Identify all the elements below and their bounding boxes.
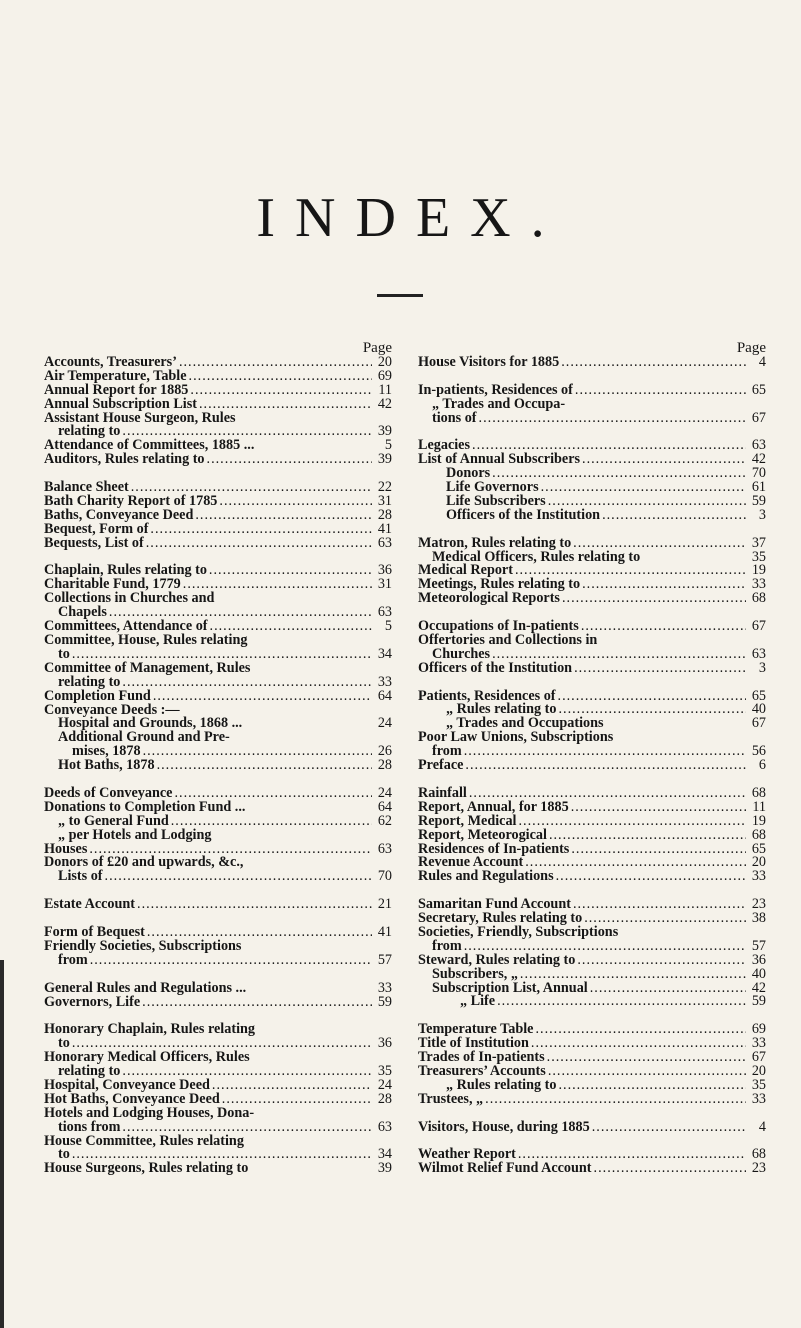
index-entry-line: Committee of Management, Rules — [44, 659, 251, 676]
entry-page-number: 21 — [377, 896, 392, 913]
dot-leader — [465, 759, 746, 773]
entry-page-number: 24 — [377, 1076, 392, 1093]
dot-leader — [212, 1079, 372, 1093]
dot-leader — [485, 1093, 746, 1107]
entry-page-number: 20 — [377, 353, 392, 370]
entry-term: Lists of — [58, 868, 103, 885]
index-entry — [44, 534, 392, 551]
entry-page-number: 59 — [751, 993, 766, 1010]
entry-page-number: 57 — [751, 937, 766, 954]
index-entry — [44, 898, 392, 912]
dot-leader — [571, 801, 746, 815]
index-entry — [418, 995, 766, 1009]
index-entry — [44, 1162, 392, 1176]
entry-term: „ to General Fund — [58, 812, 169, 829]
dot-leader — [562, 592, 746, 606]
entry-page-number: 39 — [377, 1160, 392, 1177]
entry-page-number: 64 — [377, 687, 392, 704]
entry-term: Committees, Attendance of — [44, 618, 208, 635]
entry-page-number: 23 — [751, 1160, 766, 1177]
entry-term: relating to — [58, 423, 121, 440]
entry-term: „ Trades and Occupations — [446, 715, 604, 732]
entry-page-number: 3 — [758, 506, 766, 523]
entry-page-number: 63 — [751, 437, 766, 454]
entry-page-number: 36 — [377, 1035, 392, 1052]
index-entry-line: Friendly Societies, Subscriptions — [44, 937, 242, 954]
entry-term: House Surgeons, Rules relating to — [44, 1160, 249, 1177]
entry-page-number: 42 — [751, 979, 766, 996]
index-entry — [44, 453, 392, 467]
entry-page-number: 62 — [377, 812, 392, 829]
dot-leader — [571, 843, 746, 857]
index-entry — [44, 870, 392, 884]
entry-page-number: 28 — [377, 1090, 392, 1107]
dot-leader — [531, 1037, 746, 1051]
entry-term: Estate Account — [44, 896, 136, 913]
entry-page-number: 39 — [377, 423, 392, 440]
entry-page-number: 59 — [751, 492, 766, 509]
entry-term: Meetings, Rules relating to — [418, 576, 581, 593]
entry-page-number: 5 — [384, 618, 392, 635]
entry-page-number: 4 — [758, 1118, 766, 1135]
entry-term: Steward, Rules relating to — [418, 951, 576, 968]
entry-page-number: 63 — [377, 604, 392, 621]
dot-leader — [602, 509, 746, 523]
index-entry-line: Conveyance Deeds :— — [44, 701, 180, 718]
dot-leader — [582, 578, 746, 592]
entry-term: tions of — [432, 409, 477, 426]
entry-term: Donors — [446, 465, 491, 482]
entry-term: Life Governors — [446, 479, 539, 496]
index-entry — [418, 1162, 766, 1176]
entry-term: to — [58, 645, 70, 662]
entry-page-number: 31 — [377, 492, 392, 509]
dot-leader — [519, 815, 747, 829]
entry-term: Samaritan Fund Account — [418, 896, 571, 913]
index-entry — [418, 592, 766, 606]
entry-page-number: 68 — [751, 1146, 766, 1163]
entry-term: from — [432, 937, 462, 954]
entry-page-number: 69 — [377, 367, 392, 384]
index-entry-line: Poor Law Unions, Subscriptions — [418, 729, 614, 746]
page-column-header: Page — [736, 340, 766, 356]
entry-term: from — [58, 951, 88, 968]
entry-page-number: 38 — [751, 910, 766, 927]
entry-term: Meteorological Reports — [418, 590, 560, 607]
index-entry — [418, 409, 766, 426]
entry-term: Accounts, Treasurers’ — [44, 353, 177, 370]
entry-page-number: 11 — [752, 798, 766, 815]
entry-page-number: 33 — [751, 576, 766, 593]
entry-term: Auditors, Rules relating to — [44, 451, 205, 468]
entry-page-number: 41 — [377, 520, 392, 537]
index-entry-line: House Committee, Rules relating — [44, 1132, 244, 1149]
entry-term: General Rules and Regulations ... — [44, 979, 247, 996]
dot-leader — [209, 564, 372, 578]
dot-leader — [122, 676, 372, 690]
dot-leader — [556, 870, 746, 884]
entry-term: Officers of the Institution — [446, 506, 601, 523]
entry-page-number: 65 — [751, 381, 766, 398]
entry-page-number: 26 — [377, 743, 392, 760]
entry-page-number: 19 — [751, 812, 766, 829]
entry-page-number: 63 — [377, 1118, 392, 1135]
dot-leader — [179, 356, 372, 370]
dot-leader — [90, 954, 372, 968]
entry-term: Chaplain, Rules relating to — [44, 562, 207, 579]
entry-page-number: 67 — [751, 715, 766, 732]
binding-edge — [0, 960, 4, 1328]
entry-term: Trustees, „ — [418, 1090, 484, 1107]
entry-term: Treasurers’ Accounts — [418, 1063, 546, 1079]
entry-page-number: 65 — [751, 840, 766, 857]
index-entry — [418, 1090, 766, 1107]
index-entry-line: Honorary Medical Officers, Rules — [44, 1049, 250, 1066]
entry-page-number: 63 — [751, 645, 766, 662]
entry-page-number: 24 — [377, 784, 392, 801]
entry-page-number: 20 — [751, 1063, 766, 1079]
dot-leader — [219, 495, 372, 509]
entry-term: Title of Institution — [418, 1035, 529, 1052]
entry-page-number: 67 — [751, 409, 766, 426]
entry-term: Officers of the Institution — [418, 659, 573, 676]
entry-page-number: 59 — [377, 993, 392, 1010]
dot-leader — [143, 745, 372, 759]
index-entry-line: Additional Ground and Pre- — [58, 729, 230, 746]
entry-page-number: 39 — [377, 451, 392, 468]
dot-leader — [577, 954, 746, 968]
dot-leader — [573, 898, 746, 912]
entry-term: Charitable Fund, 1779 — [44, 576, 181, 593]
entry-term: Report, Annual, for 1885 — [418, 798, 569, 815]
entry-page-number: 33 — [377, 673, 392, 690]
section-gap — [418, 773, 766, 787]
index-column-right — [418, 342, 766, 1176]
entry-term: Air Temperature, Table — [44, 367, 187, 384]
entry-page-number: 22 — [377, 479, 392, 496]
dot-leader — [590, 982, 746, 996]
dot-leader — [547, 1051, 746, 1065]
index-entry — [418, 506, 766, 523]
page-column-header: Page — [362, 340, 392, 356]
dot-leader — [535, 1023, 746, 1037]
entry-term: Bequest, Form of — [44, 520, 149, 537]
entry-term: mises, 1878 — [72, 743, 141, 760]
dot-leader — [575, 384, 746, 398]
entry-page-number: 37 — [751, 534, 766, 551]
dot-leader — [195, 509, 372, 523]
entry-page-number: 19 — [751, 562, 766, 579]
entry-term: Completion Fund — [44, 687, 151, 704]
dot-leader — [189, 370, 372, 384]
index-entry-line: Societies, Friendly, Subscriptions — [418, 923, 619, 940]
index-entry-line: Offertories and Collections in — [418, 631, 598, 648]
entry-term: Report, Medical — [418, 812, 517, 829]
index-entry-line: Assistant House Surgeon, Rules — [44, 409, 236, 426]
entry-page-number: 33 — [377, 979, 392, 996]
entry-term: Deeds of Conveyance — [44, 784, 173, 801]
index-entry — [418, 659, 766, 676]
entry-page-number: 56 — [751, 743, 766, 760]
entry-page-number: 64 — [377, 798, 392, 815]
entry-page-number: 23 — [751, 896, 766, 913]
index-entry — [44, 951, 392, 968]
entry-term: Medical Report — [418, 562, 513, 579]
dot-leader — [548, 1065, 746, 1079]
entry-page-number: 40 — [751, 701, 766, 718]
entry-page-number: 5 — [384, 437, 392, 454]
entry-term: Houses — [44, 840, 88, 857]
entry-page-number: 42 — [377, 395, 392, 412]
entry-page-number: 68 — [751, 590, 766, 607]
entry-term: Rules and Regulations — [418, 868, 554, 885]
entry-term: Report, Meteorogical — [418, 826, 547, 843]
entry-term: Secretary, Rules relating to — [418, 910, 583, 927]
entry-page-number: 36 — [751, 951, 766, 968]
entry-page-number: 67 — [751, 1049, 766, 1066]
entry-term: relating to — [58, 1063, 121, 1080]
index-entry-line: Collections in Churches and — [44, 590, 215, 607]
section-gap — [418, 425, 766, 439]
index-column-left — [44, 342, 392, 1176]
index-entry — [418, 1118, 766, 1135]
entry-term: In-patients, Residences of — [418, 381, 573, 398]
entry-term: Hot Baths, Conveyance Deed — [44, 1090, 220, 1107]
dot-leader — [153, 690, 372, 704]
dot-leader — [464, 745, 746, 759]
dot-leader — [558, 690, 746, 704]
entry-page-number: 65 — [751, 687, 766, 704]
entry-page-number: 33 — [751, 1090, 766, 1107]
entry-page-number: 61 — [751, 479, 766, 496]
entry-term: Subscribers, „ — [432, 965, 518, 982]
index-entry-line: Hotels and Lodging Houses, Dona- — [44, 1104, 255, 1121]
dot-leader — [594, 1162, 746, 1176]
entry-term: Annual Subscription List — [44, 395, 197, 412]
entry-term: „ Rules relating to — [446, 1076, 557, 1093]
entry-term: to — [58, 1035, 70, 1052]
entry-term: List of Annual Subscribers — [418, 451, 581, 468]
entry-term: Churches — [432, 645, 491, 662]
entry-term: Annual Report for 1885 — [44, 381, 189, 398]
entry-page-number: 67 — [751, 618, 766, 635]
entry-page-number: 6 — [758, 757, 766, 774]
index-entry — [418, 353, 766, 370]
dot-leader — [150, 523, 372, 537]
entry-page-number: 42 — [751, 451, 766, 468]
entry-term: relating to — [58, 673, 121, 690]
entry-page-number: 28 — [377, 506, 392, 523]
entry-page-number: 31 — [377, 576, 392, 593]
entry-page-number: 11 — [378, 381, 392, 398]
entry-term: Hospital, Conveyance Deed — [44, 1076, 210, 1093]
entry-term: Patients, Residences of — [418, 687, 556, 704]
entry-term: Subscription List, Annual — [432, 979, 588, 996]
dot-leader — [525, 856, 746, 870]
entry-term: Baths, Conveyance Deed — [44, 506, 194, 523]
page-title: INDEX. — [256, 187, 565, 249]
entry-term: Visitors, House, during 1885 — [418, 1118, 590, 1135]
entry-term: Form of Bequest — [44, 923, 145, 940]
dot-leader — [207, 453, 372, 467]
index-entry-line: Honorary Chaplain, Rules relating — [44, 1021, 255, 1038]
entry-term: Temperature Table — [418, 1021, 534, 1038]
entry-term: Hot Baths, 1878 — [58, 757, 155, 774]
entry-term: Balance Sheet — [44, 479, 129, 496]
title-rule — [377, 294, 423, 297]
entry-page-number: 70 — [377, 868, 392, 885]
entry-term: Bequests, List of — [44, 534, 144, 551]
entry-term: Weather Report — [418, 1146, 516, 1163]
dot-leader — [497, 995, 746, 1009]
dot-leader — [592, 1121, 746, 1135]
dot-leader — [190, 384, 372, 398]
entry-term: Bath Charity Report of 1785 — [44, 492, 218, 509]
entry-page-number: 4 — [758, 353, 766, 370]
entry-page-number: 34 — [377, 645, 392, 662]
entry-term: House Visitors for 1885 — [418, 353, 560, 370]
dot-leader — [574, 662, 746, 676]
dot-leader — [558, 1079, 746, 1093]
index-entry — [418, 759, 766, 773]
dot-leader — [541, 481, 746, 495]
entry-page-number: 35 — [751, 548, 766, 565]
entry-page-number: 35 — [377, 1063, 392, 1080]
entry-term: Rainfall — [418, 784, 467, 801]
entry-term: Trades of In-patients — [418, 1049, 545, 1066]
entry-term: to — [58, 1146, 70, 1163]
entry-page-number: 28 — [377, 757, 392, 774]
index-entry — [44, 993, 392, 1010]
entry-page-number: 3 — [758, 659, 766, 676]
entry-page-number: 57 — [377, 951, 392, 968]
dot-leader — [137, 898, 372, 912]
entry-term: Preface — [418, 757, 464, 774]
index-entry — [44, 759, 392, 773]
entry-term: „ Rules relating to — [446, 701, 557, 718]
entry-term: Occupations of In-patients — [418, 618, 579, 635]
entry-page-number: 33 — [751, 868, 766, 885]
entry-term: Revenue Account — [418, 854, 524, 871]
entry-term: Legacies — [418, 437, 471, 454]
entry-term: from — [432, 743, 462, 760]
entry-page-number: 63 — [377, 534, 392, 551]
dot-leader — [146, 537, 372, 551]
dot-leader — [561, 356, 746, 370]
entry-page-number: 34 — [377, 1146, 392, 1163]
entry-term: Hospital and Grounds, 1868 ... — [58, 715, 243, 732]
index-entry — [418, 745, 766, 759]
dot-leader — [157, 759, 372, 773]
entry-term: Wilmot Relief Fund Account — [418, 1160, 592, 1177]
entry-page-number: 33 — [751, 1035, 766, 1052]
entry-term: tions from — [58, 1118, 121, 1135]
index-entry-line: „ per Hotels and Lodging — [58, 826, 212, 843]
index-entry-line: Committee, House, Rules relating — [44, 632, 248, 648]
dot-leader — [549, 829, 746, 843]
entry-term: Matron, Rules relating to — [418, 534, 572, 551]
entry-term: Medical Officers, Rules relating to — [432, 548, 641, 565]
entry-page-number: 69 — [751, 1021, 766, 1038]
entry-page-number: 24 — [377, 715, 392, 732]
entry-page-number: 68 — [751, 784, 766, 801]
entry-page-number: 36 — [377, 562, 392, 579]
dot-leader — [479, 412, 746, 426]
entry-term: Attendance of Committees, 1885 ... — [44, 437, 255, 454]
dot-leader — [105, 870, 372, 884]
entry-page-number: 20 — [751, 854, 766, 871]
index-entry-line: Donors of £20 and upwards, &c., — [44, 854, 244, 871]
dot-leader — [582, 453, 746, 467]
entry-term: Donations to Completion Fund ... — [44, 798, 246, 815]
entry-page-number: 68 — [751, 826, 766, 843]
index-entry — [418, 870, 766, 884]
entry-page-number: 41 — [377, 923, 392, 940]
entry-page-number: 63 — [377, 840, 392, 857]
entry-term: Chapels — [58, 604, 107, 621]
dot-leader — [142, 996, 372, 1010]
entry-page-number: 40 — [751, 965, 766, 982]
entry-page-number: 70 — [751, 465, 766, 482]
entry-term: Governors, Life — [44, 993, 141, 1010]
index-entry-line: „ Trades and Occupa- — [432, 395, 566, 412]
entry-term: „ Life — [460, 993, 496, 1010]
dot-leader — [581, 620, 746, 634]
entry-page-number: 35 — [751, 1076, 766, 1093]
entry-term: Residences of In-patients — [418, 840, 570, 857]
entry-term: Life Subscribers — [446, 492, 546, 509]
